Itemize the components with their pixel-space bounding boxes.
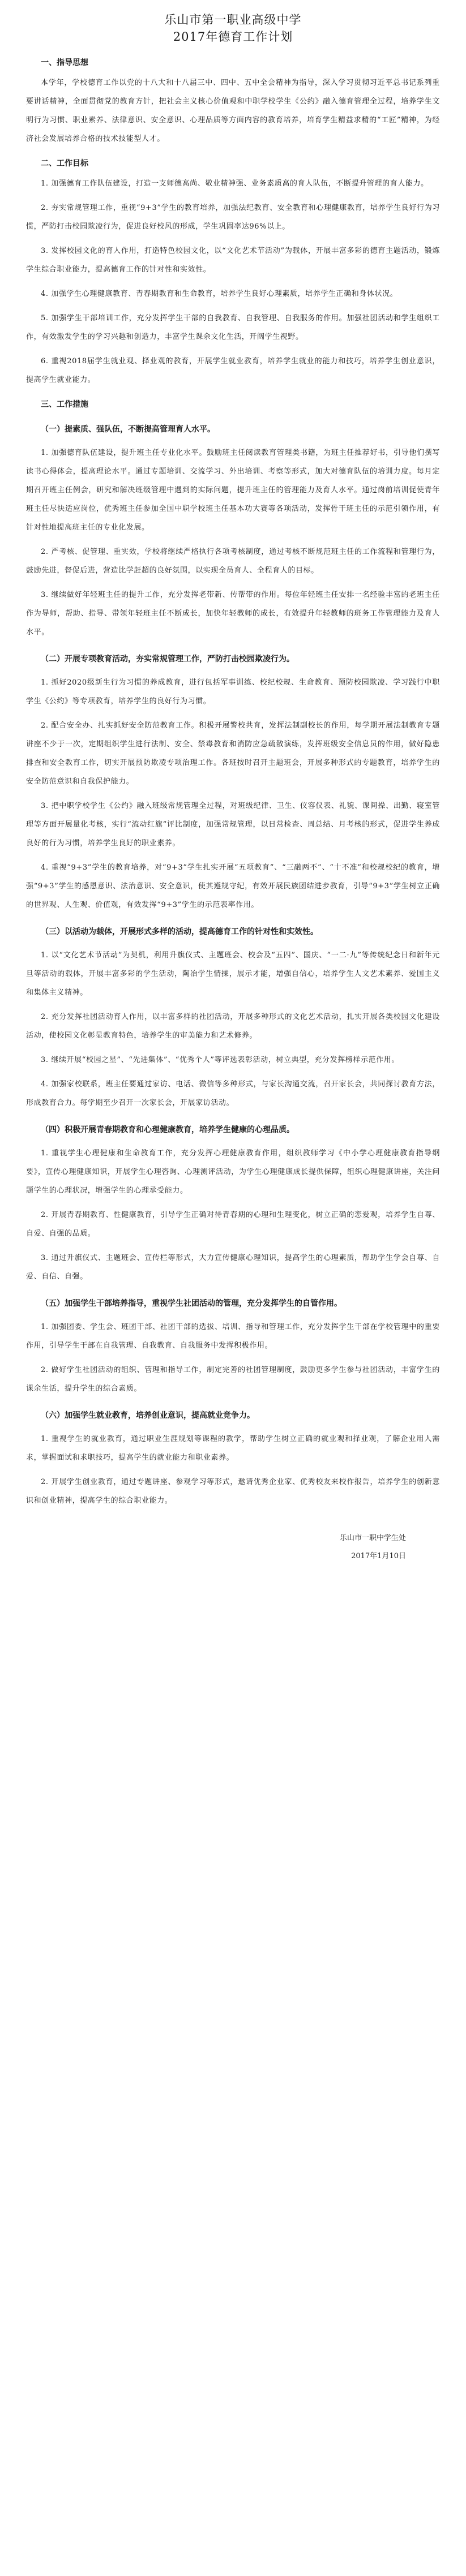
paragraph: 1. 加强德育工作队伍建设，打造一支师德高尚、敬业精神强、业务素质高的育人队伍，不断提升管理的育人能力。 [41, 179, 429, 188]
paragraph: 2. 严考核、促管理、重实效，学校将继续严格执行各项考核制度，通过考核不断规范班主任的工作流程和管理行为，鼓励先进，督促后进，营造比学赶超的良好氛围，以实现全员育人、全程育人的目标。 [26, 548, 440, 575]
paragraph: 1. 加强德育队伍建设，提升班主任专业化水平。鼓励班主任阅读教育管理类书籍，为班主任推荐好书，引导他们撰写读书心得体会，提高理论水平。通过专题培训、交流学习、外出培训、考察等形式，加大对德育队伍的培训力度。每月定期召开班主任例会，研究和解决班级管理中遇到的实际问题，提升班主任的管理能力及育人水平。通过岗前培训促使青年班主任尽快适应岗位，优秀班主任参加全国中职学校班主任基本功大赛等各项活动，发挥骨干班主任的示范引领作用，有针对性地提高班主任的专业化发展。 [26, 449, 440, 532]
paragraph: 2. 做好学生社团活动的组织、管理和指导工作，制定完善的社团管理制度，鼓励更多学生参与社团活动，丰富学生的课余生活，提升学生的综合素质。 [26, 1366, 440, 1393]
subsection-routine-management [26, 651, 440, 914]
paragraph: 2. 充分发挥社团活动育人作用，以丰富多样的社团活动，开展多种形式的文化艺术活动，扎实开展各类校园文化建设活动，使校园文化彰显教育特色，培养学生的审美能力和艺术修养。 [26, 1013, 440, 1040]
signature-date: 2017年1月10日 [351, 1552, 406, 1560]
document-title: 乐山市第一职业高级中学 [164, 13, 302, 27]
section-work-goals [26, 156, 440, 389]
paragraph: 3. 通过升旗仪式、主题班会、宣传栏等形式，大力宣传健康心理知识，提高学生的心理素质，帮助学生学会自尊、自爱、自信、自强。 [26, 1254, 440, 1281]
paragraph: 2. 开展青春期教育、性健康教育，引导学生正确对待青春期的心理和生理变化，树立正确的恋爱观，培养学生自尊、自爱、自强的品质。 [26, 1211, 440, 1238]
subsection-mental-health [26, 1121, 440, 1286]
paragraph: 1. 重视学生心理健康和生命教育工作，充分发挥心理健康教育作用，组织教师学习《中小学心理健康教育指导纲要》，宣传心理健康知识，开展学生心理咨询、心理测评活动，为学生心理健康成长提供保障，组织心理健康讲座，关注问题学生的心理状况，增强学生的心理承受能力。 [26, 1149, 440, 1195]
document-subtitle: 2017年德育工作计划 [173, 30, 293, 44]
subsection-heading: （五）加强学生干部培养指导，重视学生社团活动的管理，充分发挥学生的自管作用。 [41, 1299, 342, 1308]
paragraph: 4. 加强家校联系，班主任要通过家访、电话、微信等多种形式，与家长沟通交流，召开家长会，共同探讨教育方法，形成教育合力。每学期至少召开一次家长会，开展家访活动。 [26, 1080, 440, 1107]
section-heading: 一、指导思想 [41, 58, 88, 67]
paragraph: 3. 继续开展“校园之星”、“先进集体”、“优秀个人”等评选表彰活动，树立典型，充分发挥榜样示范作用。 [41, 1056, 400, 1064]
paragraph: 1. 抓好2020级新生行为习惯的养成教育，进行包括军事训练、校纪校规、生命教育、预防校园欺凌、学习践行中职学生《公约》等专项教育，培养学生的良好行为习惯。 [26, 678, 440, 706]
subsection-heading: （六）加强学生就业教育，培养创业意识，提高就业竞争力。 [41, 1411, 255, 1420]
subsection-team-building [26, 421, 440, 642]
subsection-employment [26, 1407, 440, 1510]
subsection-activities [26, 923, 440, 1112]
subsection-heading: （三）以活动为载体，开展形式多样的活动，提高德育工作的针对性和实效性。 [41, 927, 318, 936]
section-guiding-ideology [26, 55, 440, 148]
subsection-heading: （四）积极开展青春期教育和心理健康教育，培养学生健康的心理品质。 [41, 1125, 294, 1134]
paragraph: 4. 加强学生心理健康教育、青春期教育和生命教育，培养学生良好心理素质，培养学生正确和身体状况。 [41, 290, 398, 298]
paragraph: 3. 继续做好年轻班主任的提升工作，充分发挥老带新、传帮带的作用。每位年轻班主任安排一名经验丰富的老班主任作为导师，帮助、指导、带领年轻班主任不断成长，加快年轻教师的成长，有效提升年轻教师的班务工作管理能力及育人水平。 [26, 591, 440, 637]
subsection-heading: （一）提素质、强队伍，不断提高管理育人水平。 [41, 425, 215, 434]
signature-block [26, 1529, 440, 1566]
section-heading: 二、工作目标 [41, 159, 88, 168]
paragraph: 1. 加强团委、学生会、班团干部、社团干部的选拔、培训、指导和管理工作，充分发挥学生干部在学校管理中的重要作用，引导学生干部在自我管理、自我教育、自我服务中发挥积极作用。 [26, 1323, 440, 1350]
paragraph: 5. 加强学生干部培训工作，充分发挥学生干部的自我教育、自我管理、自我服务的作用。加强社团活动和学生组织工作，有效激发学生的学习兴趣和创造力，丰富学生课余文化生活，开阔学生视野。 [26, 314, 440, 341]
paragraph: 2. 配合安全办、扎实抓好安全防范教育工作。积极开展警校共育，发挥法制副校长的作用，每学期开展法制教育专题讲座不少于一次，定期组织学生进行法制、安全、禁毒教育和消防应急疏散演练，发挥班级安全信息员的作用，做好隐患排查和安全教育工作，切实开展预防欺凌专项治理工作。各班按时召开主题班会，开展多种形式的专题教育，培养学生的安全防范意识和自我保护能力。 [26, 721, 440, 786]
paragraph: 3. 把中职学校学生《公约》融入班级常规管理全过程，对班级纪律、卫生、仪容仪表、礼貌、课间操、出勤、寝室管理等方面开展量化考核，实行“流动红旗”评比制度，加强常规管理，以日常检查、周总结、月考核的形式，促进学生养成良好的行为习惯，培养学生良好的职业素养。 [26, 802, 440, 848]
paragraph: 2. 夯实常规管理工作，重视“9+3”学生的教育培养，加强法纪教育、安全教育和心理健康教育，培养学生良好行为习惯，严防打击校园欺凌行为，促进良好校风的形成，学生巩固率达96%以上。 [26, 204, 440, 231]
signature-org: 乐山市一职中学生处 [339, 1534, 406, 1542]
subsection-heading: （二）开展专项教育活动，夯实常规管理工作，严防打击校园欺凌行为。 [41, 655, 294, 664]
paragraph: 3. 发挥校园文化的育人作用，打造特色校园文化，以“文化艺术节活动”为载体，开展丰富多彩的德育主题活动，锻炼学生综合职业能力，提高德育工作的针对性和实效性。 [26, 247, 440, 274]
paragraph: 1. 重视学生的就业教育，通过职业生涯规划等课程的教学，帮助学生树立正确的就业观和择业观，了解企业用人需求，掌握面试和求职技巧，提高学生的就业能力和职业素养。 [26, 1435, 440, 1462]
paragraph: 4. 重视“9+3”学生的教育培养，对“9+3”学生扎实开展“五项教育”、“三融两不”、“十不准”和校规校纪的教育，增强“9+3”学生的感恩意识、法治意识、安全意识，使其遵规守纪，有效开展民族团结进步教育，引导“9+3”学生树立正确的世界观、人生观、价值观，有效发挥“9+3”学生的示范表率作用。 [26, 863, 440, 909]
subsection-student-cadres [26, 1295, 440, 1398]
paragraph: 6. 重视2018届学生就业观、择业观的教育，开展学生就业教育，培养学生就业的能力和技巧，培养学生创业意识，提高学生就业能力。 [26, 357, 440, 384]
paragraph: 2. 开展学生创业教育，通过专题讲座、参观学习等形式，邀请优秀企业家、优秀校友来校作报告，培养学生的创新意识和创业精神，提高学生的综合职业能力。 [26, 1478, 440, 1505]
paragraph: 1. 以“文化艺术节活动”为契机，利用升旗仪式、主题班会、校会及“五四”、国庆、“一二·九”等传统纪念日和新年元旦等活动的载体，开展丰富多彩的学生活动，陶冶学生情操，展示才能，增强自信心，培养学生人文艺术素养、爱国主义和集体主义精神。 [26, 951, 440, 997]
section-work-measures [26, 397, 440, 1510]
paragraph: 本学年，学校德育工作以党的十八大和十八届三中、四中、五中全会精神为指导，深入学习贯彻习近平总书记系列重要讲话精神，全面贯彻党的教育方针，把社会主义核心价值观和中职学校学生《公约》融入德育管理全过程，培养学生文明行为习惯、职业素养、法律意识、安全意识、心理品质等方面内容的教育培养，培育学生精益求精的“工匠”精神，为经济社会发展培养合格的技术技能型人才。 [26, 79, 440, 143]
section-heading: 三、工作措施 [41, 400, 88, 409]
